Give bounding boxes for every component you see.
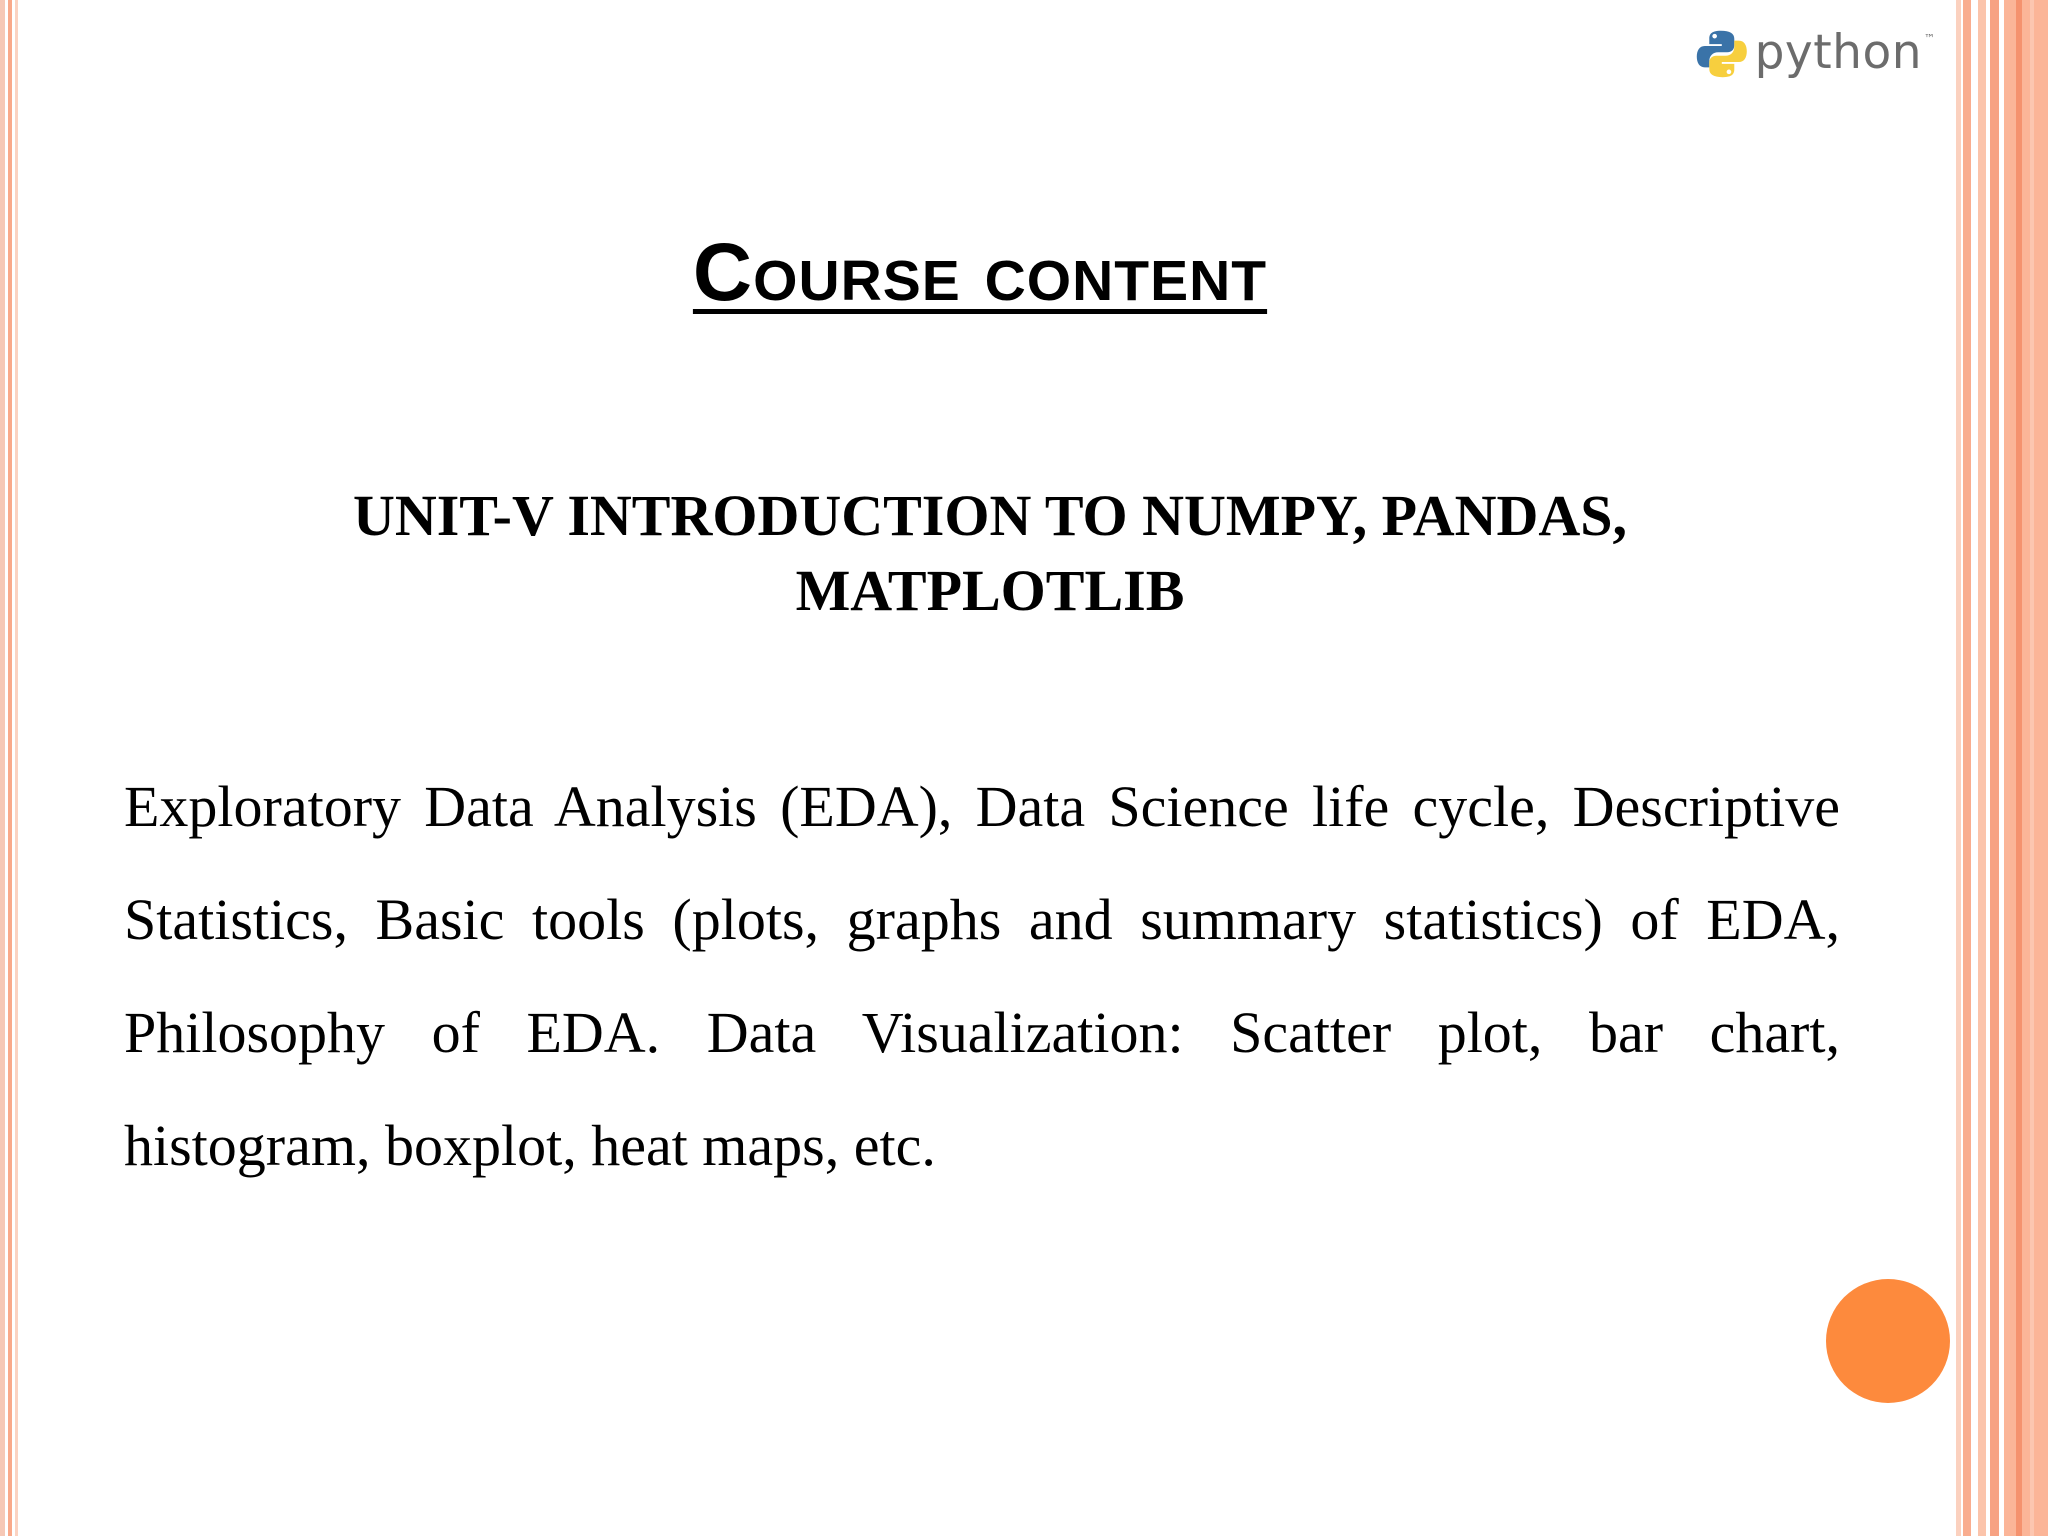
right-border-stripe bbox=[1956, 0, 1961, 1536]
left-border-stripe bbox=[8, 0, 12, 1536]
python-logo bbox=[1695, 18, 1935, 90]
right-border-stripe bbox=[1978, 0, 1986, 1536]
python-logo-trademark: ™ bbox=[1924, 32, 1935, 45]
unit-heading: UNIT-V INTRODUCTION TO NUMPY, PANDAS, MATPLOTLIB bbox=[352, 483, 1628, 623]
left-border-stripe bbox=[15, 0, 18, 1536]
right-border-stripe bbox=[1990, 0, 1999, 1536]
slide-title: Course content bbox=[692, 227, 1268, 318]
right-border-stripe bbox=[1963, 0, 1971, 1536]
python-logo-text: python bbox=[1754, 24, 1922, 80]
orange-circle-decoration bbox=[1826, 1279, 1950, 1403]
right-border-stripe bbox=[2004, 0, 2048, 1536]
slide-title-container bbox=[0, 227, 1960, 318]
right-border-stripe bbox=[2030, 0, 2034, 1536]
python-logo-icon bbox=[1695, 24, 1749, 84]
right-border-stripe bbox=[2016, 0, 2022, 1536]
body-paragraph: Exploratory Data Analysis (EDA), Data Science life cycle, Descriptive Statistics, Basic tools (plots, graphs and summary statistics) of EDA, Philosophy of EDA. Data Visualization: Scatter plot, bar chart, histogram, boxplot, heat maps, etc. bbox=[124, 774, 1840, 1178]
left-border-stripe bbox=[0, 0, 5, 1536]
